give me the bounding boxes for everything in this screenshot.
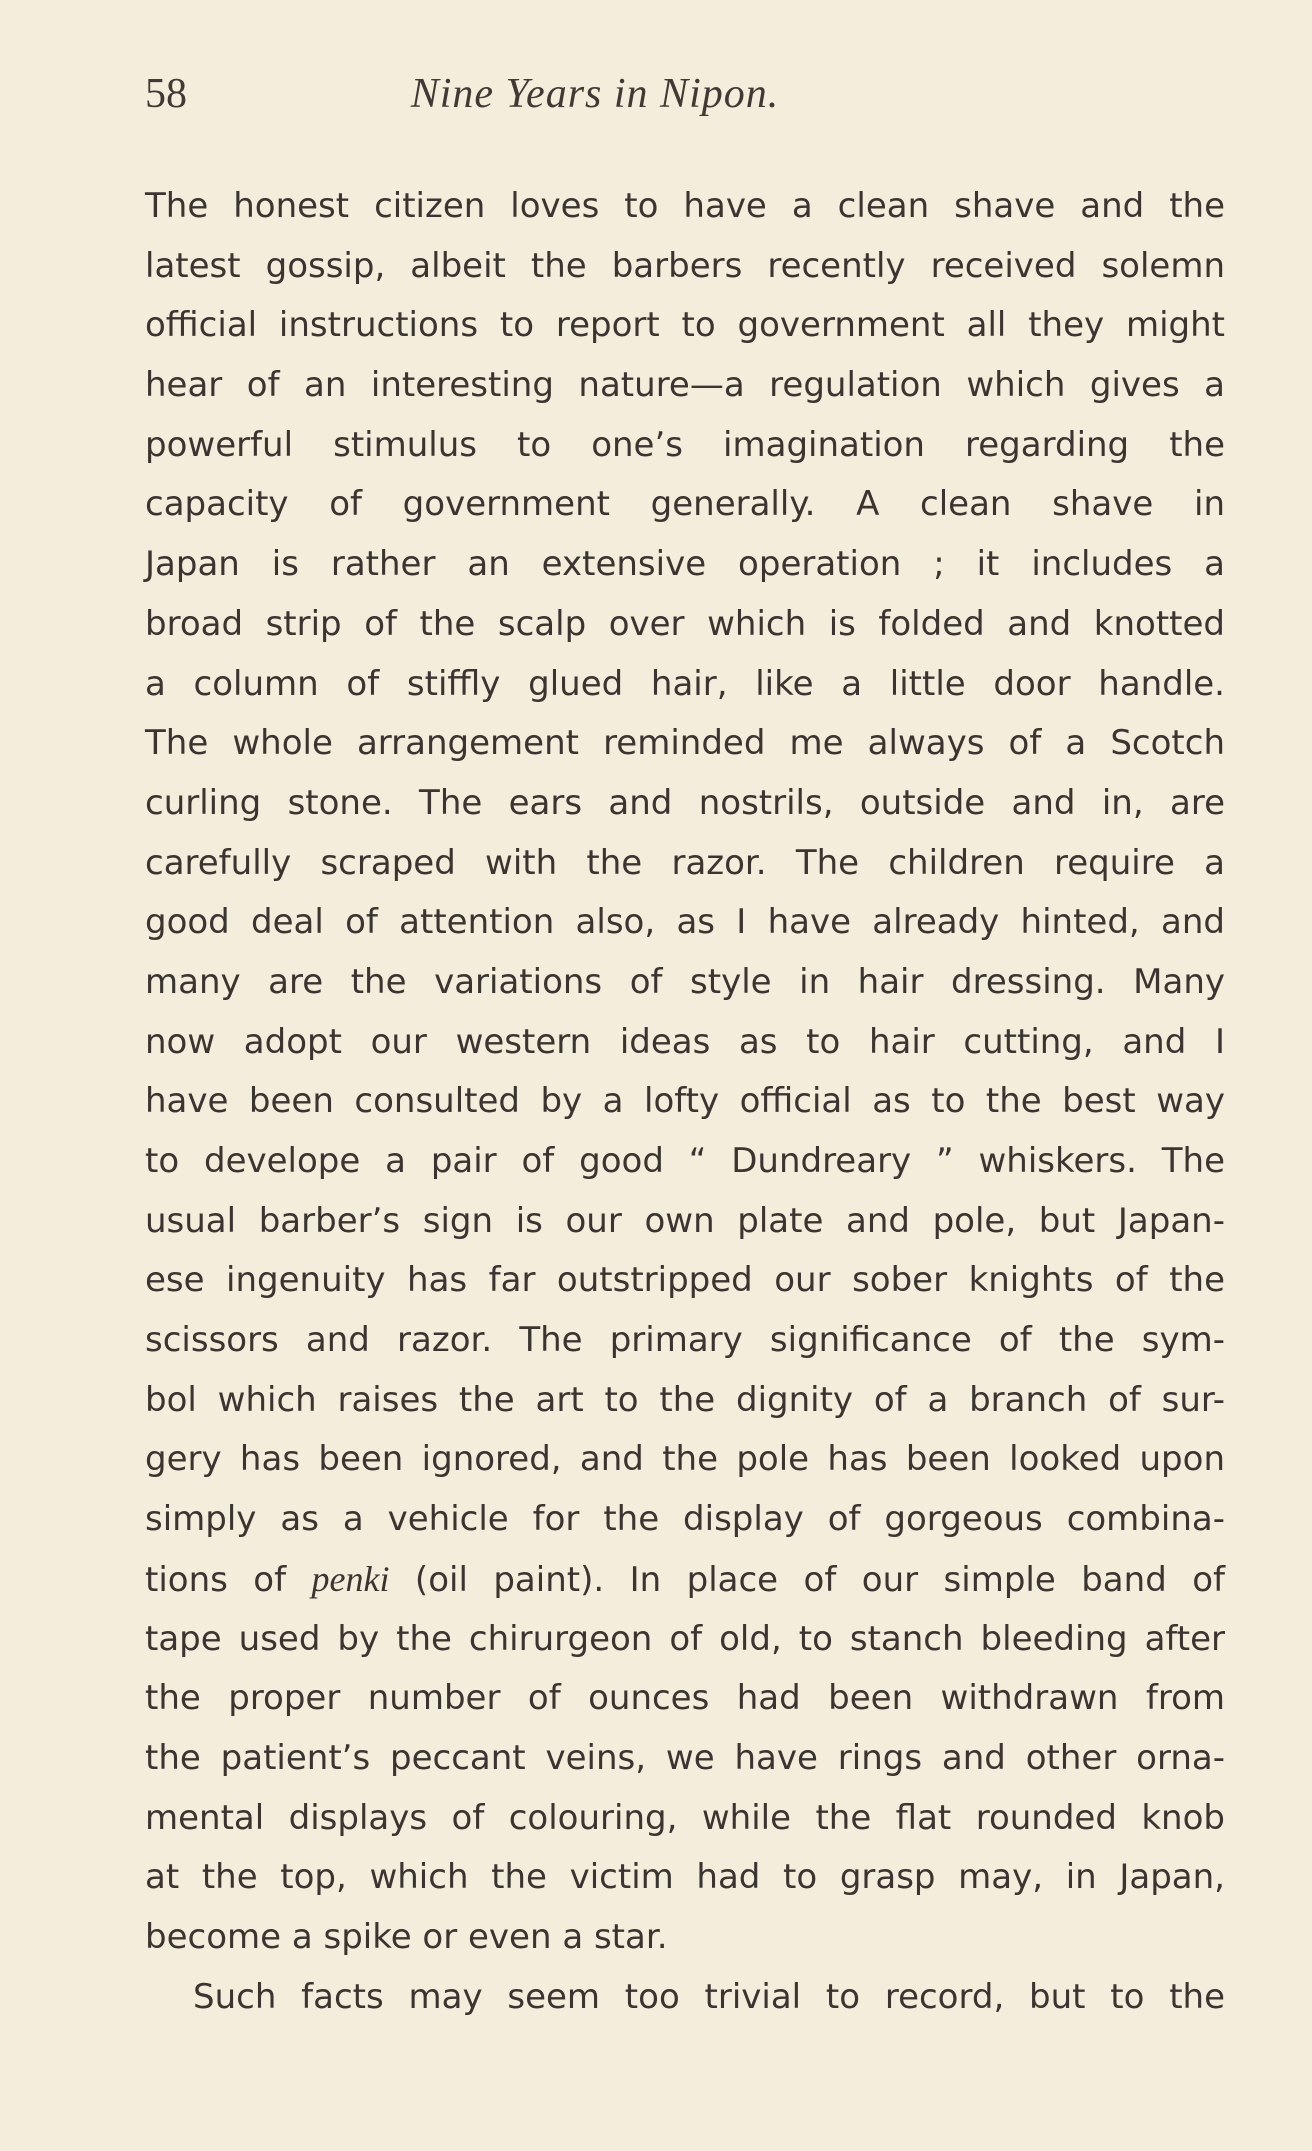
line-fragment: (oil paint). In place of our simple band of [389, 1559, 1225, 1600]
text-line: carefully scraped with the razor. The children require a [145, 842, 1225, 883]
text-line: gery has been ignored, and the pole has been looked upon [145, 1439, 1225, 1480]
paragraph-end-line: become a spike or even a star. [145, 1916, 668, 1957]
text-line: simply as a vehicle for the display of gorgeous combina- [145, 1499, 1225, 1540]
text-line: ese ingenuity has far outstripped our sober knights of the [145, 1260, 1225, 1301]
running-head [145, 70, 1225, 130]
text-line: broad strip of the scalp over which is folded and knotted [145, 603, 1225, 644]
text-line: capacity of government generally. A clean shave in [145, 484, 1225, 525]
next-paragraph-line: Such facts may seem too trivial to record, but to the [193, 1976, 1225, 2017]
text-line: The whole arrangement reminded me always of a Scotch [145, 723, 1225, 764]
text-line: Japan is rather an extensive operation ; it includes a [145, 544, 1225, 585]
body-text [145, 177, 1225, 2027]
text-line: mental displays of colouring, while the flat rounded knob [145, 1797, 1225, 1838]
text-line: a column of stiffly glued hair, like a little door handle. [145, 663, 1225, 704]
line-fragment: tions of [145, 1559, 312, 1600]
text-line: the patient’s peccant veins, we have rings and other orna- [145, 1737, 1225, 1778]
text-line: latest gossip, albeit the barbers recently received solemn [145, 245, 1225, 286]
text-line: the proper number of ounces had been withdrawn from [145, 1678, 1225, 1719]
book-title: Nine Years in Nipon. [410, 71, 780, 117]
text-line: hear of an interesting nature—a regulation which gives a [145, 365, 1225, 406]
text-line: The honest citizen loves to have a clean shave and the [145, 186, 1225, 226]
text-line: powerful stimulus to one’s imagination regarding the [145, 424, 1225, 465]
italic-term: penki [311, 1558, 390, 1599]
text-line: usual barber’s sign is our own plate and pole, but Japan- [145, 1200, 1225, 1241]
text-line: bol which raises the art to the dignity of a branch of sur- [145, 1379, 1225, 1420]
text-line: curling stone. The ears and nostrils, outside and in, are [145, 782, 1225, 823]
text-line: good deal of attention also, as I have already hinted, and [145, 902, 1225, 943]
text-line: to develope a pair of good “ Dundreary ” whiskers. The [145, 1141, 1225, 1181]
text-line [145, 1550, 1225, 1610]
text-line: at the top, which the victim had to grasp may, in Japan, [145, 1857, 1225, 1898]
text-line: have been consulted by a lofty official as to the best way [145, 1081, 1225, 1122]
page-number: 58 [145, 71, 187, 117]
text-line: scissors and razor. The primary significance of the sym- [145, 1320, 1225, 1361]
text-line: now adopt our western ideas as to hair cutting, and I [145, 1021, 1225, 1062]
text-line: many are the variations of style in hair dressing. Many [145, 961, 1225, 1002]
text-line: tape used by the chirurgeon of old, to stanch bleeding after [145, 1618, 1225, 1659]
text-line: official instructions to report to government all they might [145, 305, 1225, 346]
